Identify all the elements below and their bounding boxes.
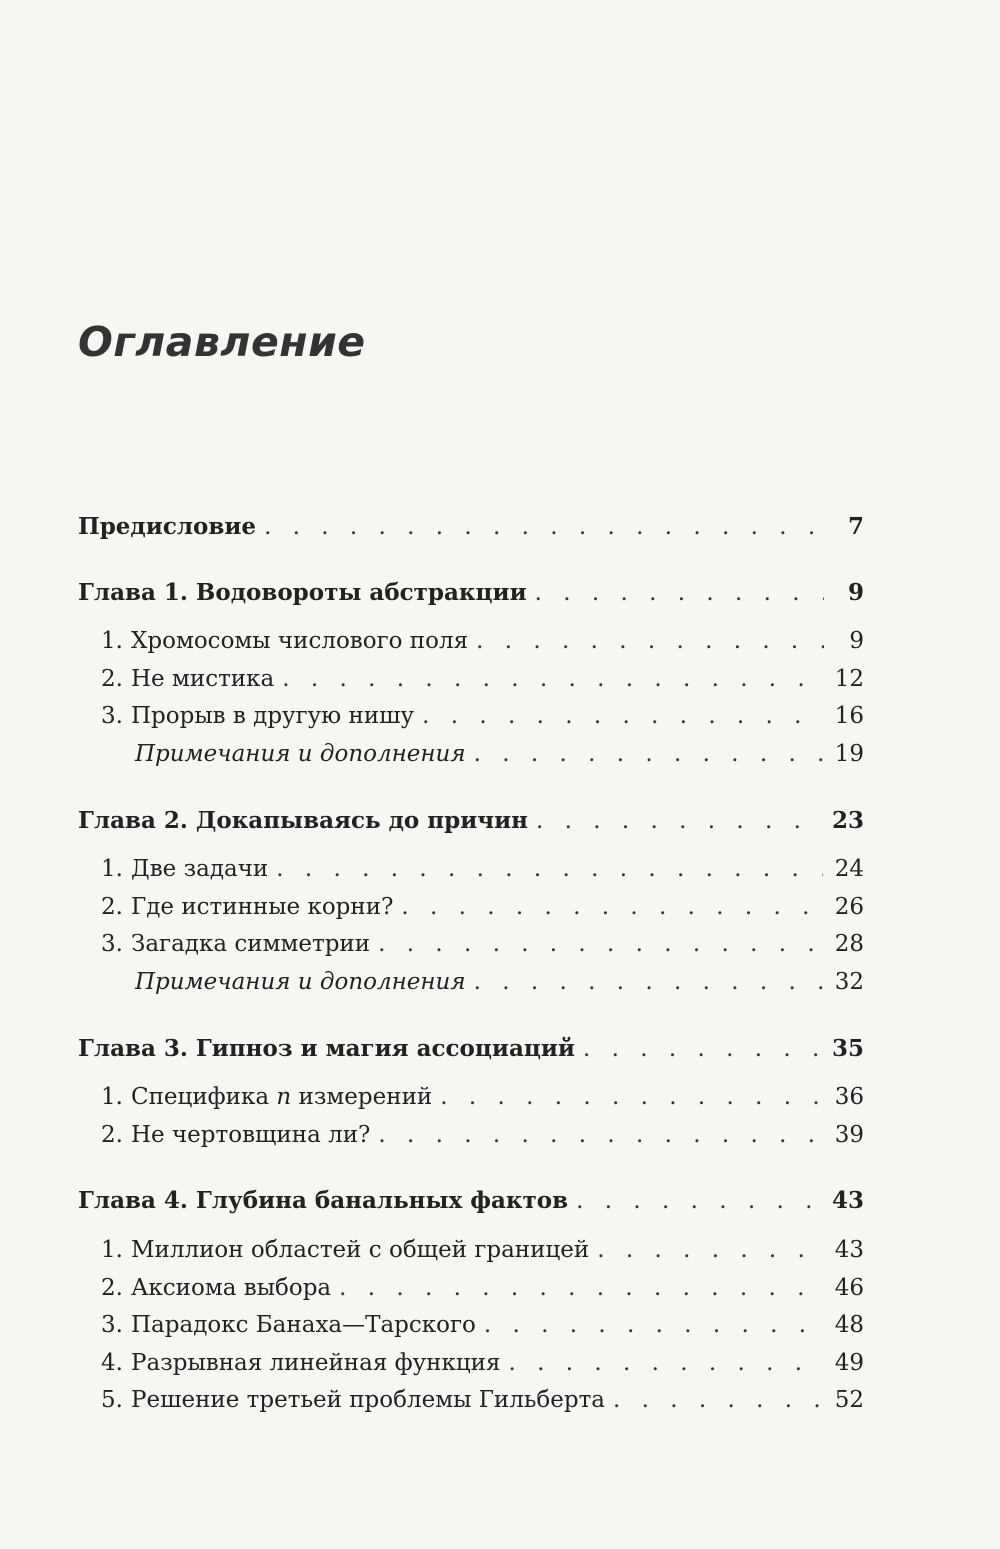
label-part: Специфика [131,1084,277,1111]
toc-page-number: 7 [847,513,864,540]
toc-section[interactable] [78,1079,864,1117]
dot-leader [476,623,824,661]
toc-section-number: 3. [101,1312,123,1339]
toc-section[interactable] [78,926,864,964]
dot-leader [613,1382,823,1420]
toc-section-label: Парадокс Банаха—Тарского [131,1312,476,1339]
toc-section-label: Где истинные корни? [131,893,394,920]
toc-section-label: Не мистика [131,665,275,692]
toc-section[interactable] [78,623,864,661]
toc-page-number: 9 [849,628,864,655]
dot-leader [440,1079,822,1117]
toc-section-label: Не чертовщина ли? [131,1121,371,1148]
toc-page-number: 26 [834,893,864,920]
label-part: измерений [291,1084,433,1111]
math-variable: n [276,1084,292,1111]
toc-section[interactable] [78,1307,864,1345]
toc-page-number: 46 [834,1274,864,1301]
toc-chapter-label: Глава 1. Водовороты абстракции [78,578,527,606]
toc-section-label: Две задачи [131,856,269,883]
toc-page-number: 19 [834,740,864,767]
toc-section-label: Аксиома выбора [131,1274,332,1301]
toc-chapter-2[interactable] [78,802,864,840]
dot-leader [378,926,823,964]
table-of-contents [78,508,864,1420]
toc-section[interactable] [78,889,864,927]
toc-chapter-label: Глава 4. Глубина банальных фактов [78,1187,569,1215]
toc-section[interactable] [78,1232,864,1270]
toc-section-number: 1. [101,628,123,655]
dot-leader [378,1117,822,1155]
toc-page-number: 48 [834,1312,864,1339]
dot-leader [474,964,823,1002]
toc-page-number: 39 [834,1121,864,1148]
toc-section-label: Миллион областей с общей границей [131,1236,590,1263]
dot-leader [339,1270,823,1308]
dot-leader [536,803,820,841]
toc-page-number: 12 [834,665,864,692]
dot-leader [583,1031,820,1069]
toc-notes-label: Примечания и дополнения [135,740,466,767]
toc-page-number: 9 [847,578,864,606]
toc-section-number: 2. [101,893,123,920]
toc-page-number: 36 [834,1084,864,1111]
toc-section-number: 2. [101,1274,123,1301]
dot-leader [474,736,823,774]
toc-section-number: 3. [101,703,123,730]
toc-page-number: 43 [834,1236,864,1263]
toc-section-label: Разрывная линейная функция [131,1349,501,1376]
toc-chapter-4[interactable] [78,1182,864,1220]
toc-entry-preface[interactable] [78,508,864,546]
dot-leader [264,509,824,547]
page-title: Оглавление [78,318,366,366]
dot-leader [276,851,822,889]
toc-page-number: 43 [831,1187,864,1215]
toc-section-label: Загадка симметрии [131,931,371,958]
toc-section[interactable] [78,1270,864,1308]
toc-section-number: 2. [101,1121,123,1148]
toc-chapter-3[interactable] [78,1030,864,1068]
dot-leader [282,661,822,699]
dot-leader [401,889,822,927]
dot-leader [509,1345,823,1383]
toc-section-number: 1. [101,1236,123,1263]
toc-section-label: Прорыв в другую нишу [131,703,415,730]
toc-section-number: 1. [101,856,123,883]
toc-page-number: 16 [834,703,864,730]
dot-leader [484,1307,823,1345]
toc-section-number: 3. [101,931,123,958]
toc-page-number: 28 [834,931,864,958]
toc-section-label [131,1079,432,1117]
toc-page-number: 52 [834,1387,864,1414]
toc-section[interactable] [78,661,864,699]
toc-entry-label: Предисловие [78,513,257,540]
toc-section-number: 5. [101,1387,123,1414]
toc-chapter-label: Глава 3. Гипноз и магия ассоциаций [78,1034,575,1062]
toc-page-number: 49 [834,1349,864,1376]
toc-section-number: 1. [101,1084,123,1111]
toc-notes-label: Примечания и дополнения [135,968,466,995]
dot-leader [597,1232,823,1270]
toc-notes[interactable] [78,736,864,774]
toc-page-number: 24 [834,856,864,883]
toc-section-number: 2. [101,665,123,692]
dot-leader [576,1183,820,1221]
toc-section[interactable] [78,851,864,889]
toc-section[interactable] [78,698,864,736]
toc-chapter-1[interactable] [78,574,864,612]
toc-chapter-label: Глава 2. Докапываясь до причин [78,806,528,834]
toc-notes[interactable] [78,964,864,1002]
toc-section[interactable] [78,1382,864,1420]
toc-section[interactable] [78,1117,864,1155]
toc-page-number: 23 [831,806,864,834]
toc-page-number: 35 [831,1034,864,1062]
toc-section-label: Решение третьей проблемы Гильберта [131,1387,606,1414]
dot-leader [535,575,824,613]
toc-section-label: Хромосомы числового поля [131,628,469,655]
toc-section[interactable] [78,1345,864,1383]
toc-page-number: 32 [834,968,864,995]
toc-section-number: 4. [101,1349,123,1376]
dot-leader [422,698,823,736]
